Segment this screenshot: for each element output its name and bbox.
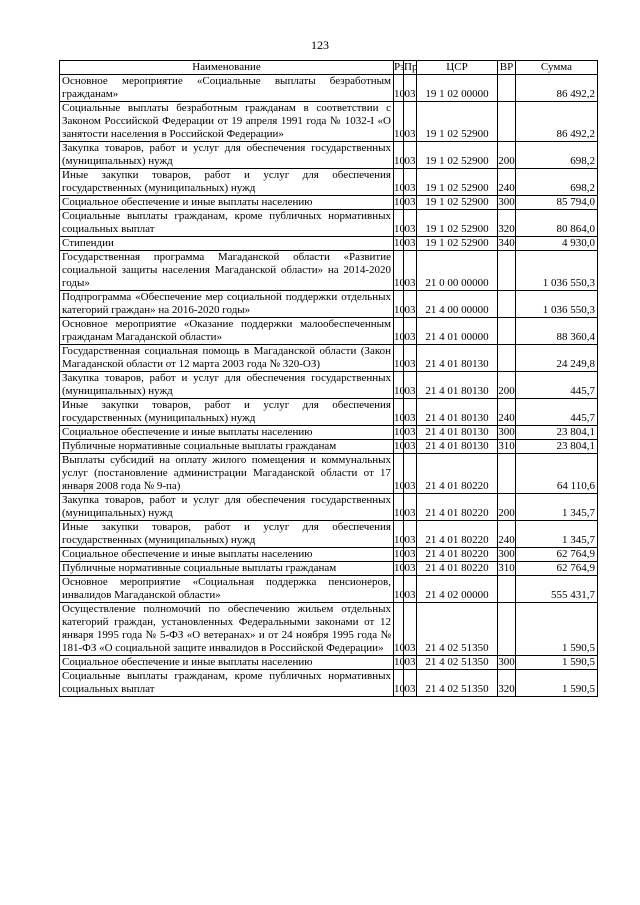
cell-csr: 19 1 02 52900 xyxy=(417,196,498,210)
cell-sum: 23 804,1 xyxy=(516,440,598,454)
cell-vr: 200 xyxy=(498,494,516,521)
table-row xyxy=(60,494,598,521)
cell-csr: 21 4 01 80130 xyxy=(417,440,498,454)
cell-rz: 10 xyxy=(394,169,404,196)
cell-pr: 03 xyxy=(404,210,417,237)
cell-vr xyxy=(498,576,516,603)
table-row xyxy=(60,169,598,196)
cell-csr: 21 4 01 00000 xyxy=(417,318,498,345)
cell-sum: 445,7 xyxy=(516,372,598,399)
cell-sum: 85 794,0 xyxy=(516,196,598,210)
table-row xyxy=(60,548,598,562)
header-vr: ВР xyxy=(498,61,516,75)
header-pr: Пр xyxy=(404,61,418,73)
cell-pr: 03 xyxy=(404,318,417,345)
table-row xyxy=(60,210,598,237)
table-body xyxy=(60,75,598,697)
cell-csr: 19 1 02 52900 xyxy=(417,102,498,142)
cell-vr xyxy=(498,75,516,102)
cell-csr: 21 4 01 80220 xyxy=(417,562,498,576)
cell-vr xyxy=(498,291,516,318)
cell-sum: 86 492,2 xyxy=(516,102,598,142)
cell-name: Иные закупки товаров, работ и услуг для обеспечения государственных (муниципальных) нужд xyxy=(60,169,394,196)
cell-pr: 03 xyxy=(404,562,416,574)
cell-name: Подпрограмма «Обеспечение мер социальной поддержки отдельных категорий граждан» на 2016-2020 годы» xyxy=(60,291,394,318)
page-number: 123 xyxy=(311,38,329,52)
cell-rz: 10 xyxy=(394,318,404,345)
header-csr: ЦСР xyxy=(417,61,498,75)
cell-sum: 698,2 xyxy=(516,169,598,196)
cell-sum: 24 249,8 xyxy=(516,345,598,372)
table-row xyxy=(60,237,598,251)
cell-sum: 88 360,4 xyxy=(516,318,598,345)
cell-sum: 445,7 xyxy=(516,399,598,426)
cell-name: Закупка товаров, работ и услуг для обеспечения государственных (муниципальных) нужд xyxy=(60,142,394,169)
cell-name: Социальное обеспечение и иные выплаты населению xyxy=(60,196,394,210)
cell-csr: 19 1 02 52900 xyxy=(417,169,498,196)
table-row xyxy=(60,318,598,345)
cell-pr: 03 xyxy=(404,454,417,494)
cell-csr: 21 0 00 00000 xyxy=(417,251,498,291)
cell-csr: 21 4 01 80220 xyxy=(417,454,498,494)
cell-rz: 10 xyxy=(394,426,405,438)
table-row xyxy=(60,521,598,548)
table-row xyxy=(60,656,598,670)
table-row xyxy=(60,562,598,576)
cell-pr: 03 xyxy=(404,142,417,169)
cell-rz: 10 xyxy=(394,494,404,521)
cell-csr: 19 1 02 52900 xyxy=(417,142,498,169)
cell-pr: 03 xyxy=(404,102,417,142)
table-row xyxy=(60,251,598,291)
cell-csr: 21 4 01 80130 xyxy=(417,426,498,440)
cell-name: Иные закупки товаров, работ и услуг для обеспечения государственных (муниципальных) нужд xyxy=(60,521,394,548)
cell-rz: 10 xyxy=(394,75,404,102)
budget-table xyxy=(59,60,598,697)
table-row xyxy=(60,399,598,426)
cell-pr: 03 xyxy=(404,576,417,603)
cell-sum: 1 345,7 xyxy=(516,521,598,548)
cell-pr: 03 xyxy=(404,399,417,426)
cell-name: Социальное обеспечение и иные выплаты населению xyxy=(60,656,394,670)
cell-name: Публичные нормативные социальные выплаты гражданам xyxy=(60,562,394,576)
cell-pr: 03 xyxy=(404,656,416,668)
cell-vr xyxy=(498,102,516,142)
cell-vr: 320 xyxy=(498,670,516,697)
cell-rz: 10 xyxy=(394,521,404,548)
table-row xyxy=(60,196,598,210)
cell-vr: 300 xyxy=(498,548,515,560)
table-row xyxy=(60,102,598,142)
cell-rz: 10 xyxy=(394,345,404,372)
cell-sum: 64 110,6 xyxy=(516,454,598,494)
cell-rz: 10 xyxy=(394,603,404,656)
cell-csr: 21 4 01 80220 xyxy=(417,521,498,548)
cell-vr: 200 xyxy=(498,372,516,399)
cell-pr: 03 xyxy=(404,237,416,249)
cell-sum: 1 036 550,3 xyxy=(516,251,598,291)
cell-rz: 10 xyxy=(394,454,404,494)
cell-pr: 03 xyxy=(404,169,417,196)
cell-name: Выплаты субсидий на оплату жилого помещения и коммунальных услуг (постановление администрации Магаданской области от 17 января 2008 года № 9-па) xyxy=(60,454,394,494)
cell-name: Государственная программа Магаданской области «Развитие социальной защиты населения Магаданской области» на 2014-2020 годы» xyxy=(60,251,394,291)
cell-pr: 03 xyxy=(404,196,416,208)
cell-rz: 10 xyxy=(394,142,404,169)
cell-rz: 10 xyxy=(394,102,404,142)
cell-pr: 03 xyxy=(404,426,416,438)
cell-pr: 03 xyxy=(404,251,417,291)
cell-pr: 03 xyxy=(404,372,417,399)
cell-vr: 320 xyxy=(498,210,516,237)
table-row xyxy=(60,603,598,656)
cell-vr: 340 xyxy=(498,237,515,249)
cell-name: Социальные выплаты гражданам, кроме публичных нормативных социальных выплат xyxy=(60,670,394,697)
cell-csr: 21 4 02 00000 xyxy=(417,576,498,603)
cell-rz: 10 xyxy=(394,548,405,560)
cell-csr: 19 1 02 52900 xyxy=(417,237,498,251)
cell-pr: 03 xyxy=(404,494,417,521)
cell-name: Основное мероприятие «Социальная поддержка пенсионеров, инвалидов Магаданской области» xyxy=(60,576,394,603)
cell-pr: 03 xyxy=(404,670,417,697)
cell-sum: 62 764,9 xyxy=(516,562,598,576)
header-name: Наименование xyxy=(60,61,394,75)
cell-sum: 4 930,0 xyxy=(516,237,598,251)
table-row xyxy=(60,345,598,372)
cell-name: Основное мероприятие «Оказание поддержки малообеспеченным гражданам Магаданской области» xyxy=(60,318,394,345)
cell-vr: 240 xyxy=(498,399,516,426)
cell-vr: 300 xyxy=(498,196,515,208)
cell-name: Закупка товаров, работ и услуг для обеспечения государственных (муниципальных) нужд xyxy=(60,372,394,399)
cell-name: Иные закупки товаров, работ и услуг для обеспечения государственных (муниципальных) нужд xyxy=(60,399,394,426)
cell-name: Публичные нормативные социальные выплаты гражданам xyxy=(60,440,394,454)
cell-pr: 03 xyxy=(404,548,416,560)
cell-sum: 1 590,5 xyxy=(516,656,598,670)
cell-rz: 10 xyxy=(394,576,404,603)
cell-vr xyxy=(498,345,516,372)
cell-vr xyxy=(498,603,516,656)
cell-pr: 03 xyxy=(404,521,417,548)
cell-rz: 10 xyxy=(394,196,405,208)
table-row xyxy=(60,670,598,697)
cell-sum: 698,2 xyxy=(516,142,598,169)
cell-vr: 240 xyxy=(498,521,516,548)
cell-pr: 03 xyxy=(404,345,417,372)
cell-csr: 21 4 01 80220 xyxy=(417,548,498,562)
header-sum: Сумма xyxy=(516,61,598,75)
cell-csr: 21 4 02 51350 xyxy=(417,656,498,670)
cell-vr: 300 xyxy=(498,426,515,438)
table-row xyxy=(60,454,598,494)
cell-name: Стипендии xyxy=(60,237,394,251)
cell-rz: 10 xyxy=(394,291,404,318)
cell-sum: 86 492,2 xyxy=(516,75,598,102)
cell-rz: 10 xyxy=(394,440,405,452)
cell-vr: 300 xyxy=(498,656,515,668)
cell-csr: 19 1 02 52900 xyxy=(417,210,498,237)
cell-rz: 10 xyxy=(394,210,404,237)
cell-sum: 62 764,9 xyxy=(516,548,598,562)
cell-csr: 21 4 01 80130 xyxy=(417,372,498,399)
cell-csr: 19 1 02 00000 xyxy=(417,75,498,102)
cell-sum: 1 590,5 xyxy=(516,670,598,697)
table-row xyxy=(60,440,598,454)
cell-name: Основное мероприятие «Социальные выплаты безработным гражданам» xyxy=(60,75,394,102)
cell-vr: 200 xyxy=(498,142,516,169)
table-header-row xyxy=(60,61,598,75)
cell-sum: 1 590,5 xyxy=(516,603,598,656)
cell-csr: 21 4 00 00000 xyxy=(417,291,498,318)
table-row xyxy=(60,291,598,318)
cell-csr: 21 4 02 51350 xyxy=(417,670,498,697)
cell-rz: 10 xyxy=(394,656,405,668)
cell-name: Осуществление полномочий по обеспечению жильем отдельных категорий граждан, установленных Федеральными законами от 12 января 1995 года № 5-ФЗ «О ветеранах» и от 24 ноября 1995 года № 181-ФЗ «О социальной защите инвалидов в Российской Федерации» xyxy=(60,603,394,656)
cell-sum: 555 431,7 xyxy=(516,576,598,603)
cell-sum: 80 864,0 xyxy=(516,210,598,237)
cell-sum: 23 804,1 xyxy=(516,426,598,440)
cell-vr xyxy=(498,454,516,494)
cell-rz: 10 xyxy=(394,399,404,426)
cell-name: Государственная социальная помощь в Магаданской области (Закон Магаданской области от 12 марта 2003 года № 320-ОЗ) xyxy=(60,345,394,372)
table-row xyxy=(60,372,598,399)
cell-name: Закупка товаров, работ и услуг для обеспечения государственных (муниципальных) нужд xyxy=(60,494,394,521)
cell-rz: 10 xyxy=(394,251,404,291)
cell-vr: 310 xyxy=(498,440,515,452)
cell-rz: 10 xyxy=(394,562,405,574)
table-row xyxy=(60,576,598,603)
table-row xyxy=(60,75,598,102)
table-row xyxy=(60,142,598,169)
cell-pr: 03 xyxy=(404,75,417,102)
cell-csr: 21 4 01 80130 xyxy=(417,399,498,426)
cell-rz: 10 xyxy=(394,372,404,399)
cell-rz: 10 xyxy=(394,237,405,249)
cell-csr: 21 4 01 80220 xyxy=(417,494,498,521)
table-row xyxy=(60,426,598,440)
cell-vr xyxy=(498,251,516,291)
header-rz: Рз xyxy=(394,61,405,73)
cell-name: Социальное обеспечение и иные выплаты населению xyxy=(60,426,394,440)
cell-sum: 1 036 550,3 xyxy=(516,291,598,318)
cell-rz: 10 xyxy=(394,670,404,697)
cell-csr: 21 4 02 51350 xyxy=(417,603,498,656)
cell-pr: 03 xyxy=(404,291,417,318)
cell-sum: 1 345,7 xyxy=(516,494,598,521)
cell-vr: 240 xyxy=(498,169,516,196)
cell-name: Социальное обеспечение и иные выплаты населению xyxy=(60,548,394,562)
cell-pr: 03 xyxy=(404,440,416,452)
cell-name: Социальные выплаты безработным гражданам в соответствии с Законом Российской Федерации от 19 апреля 1991 года № 1032-I «О занятости населения в Российской Федерации» xyxy=(60,102,394,142)
cell-name: Социальные выплаты гражданам, кроме публичных нормативных социальных выплат xyxy=(60,210,394,237)
cell-pr: 03 xyxy=(404,603,417,656)
cell-csr: 21 4 01 80130 xyxy=(417,345,498,372)
cell-vr xyxy=(498,318,516,345)
cell-vr: 310 xyxy=(498,562,515,574)
